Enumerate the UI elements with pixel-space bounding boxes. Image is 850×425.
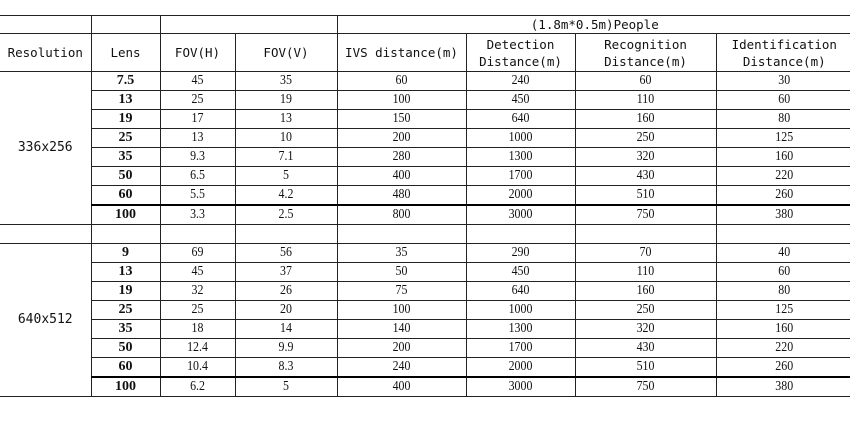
fov-h-cell: 5.5 [166, 186, 230, 206]
ivs-distance-cell: 100 [347, 301, 457, 320]
spacer-cell [716, 225, 850, 244]
identification-distance-cell: 40 [726, 244, 842, 263]
identification-distance-cell: 260 [726, 358, 842, 378]
lens-cell: 60 [91, 186, 160, 206]
ivs-distance-cell: 50 [347, 263, 457, 282]
header-blank-cell [160, 16, 337, 34]
fov-v-cell: 56 [243, 244, 330, 263]
fov-h-cell: 25 [166, 91, 230, 110]
fov-v-cell: 9.9 [243, 339, 330, 358]
section-spacer-row [0, 225, 850, 244]
lens-cell: 100 [91, 205, 160, 225]
fov-v-cell: 8.3 [243, 358, 330, 378]
spacer-cell [575, 225, 716, 244]
lens-cell: 25 [91, 129, 160, 148]
fov-h-cell: 9.3 [166, 148, 230, 167]
col-header-identification-line2: Distance(m) [742, 53, 826, 69]
col-header-detection-line1: Detection [486, 36, 555, 52]
col-header-recognition-line2: Distance(m) [604, 53, 687, 69]
identification-distance-cell: 260 [726, 186, 842, 206]
table-row [0, 263, 850, 282]
detection-distance-cell: 1300 [474, 320, 567, 339]
table-row [0, 72, 850, 91]
table-row [0, 186, 850, 206]
ivs-distance-cell: 140 [347, 320, 457, 339]
fov-h-cell: 6.2 [166, 377, 230, 397]
recognition-distance-cell: 510 [586, 358, 706, 378]
col-header-lens: Lens [91, 34, 160, 72]
detection-distance-cell: 2000 [474, 358, 567, 378]
resolution-cell: 640x512 [0, 244, 91, 397]
fov-v-cell: 26 [243, 282, 330, 301]
detection-distance-cell: 1700 [474, 339, 567, 358]
people-target-group-header: (1.8m*0.5m)People [337, 16, 850, 34]
fov-h-cell: 17 [166, 110, 230, 129]
fov-h-cell: 12.4 [166, 339, 230, 358]
recognition-distance-cell: 430 [586, 167, 706, 186]
identification-distance-cell: 80 [726, 110, 842, 129]
header-blank-cell [0, 16, 91, 34]
fov-v-cell: 2.5 [243, 205, 330, 225]
recognition-distance-cell: 110 [586, 263, 706, 282]
identification-distance-cell: 60 [726, 91, 842, 110]
col-header-recognition-distance [575, 34, 716, 72]
fov-v-cell: 5 [243, 167, 330, 186]
col-header-identification-line1: Identification [731, 36, 837, 52]
recognition-distance-cell: 320 [586, 320, 706, 339]
table-row [0, 301, 850, 320]
detection-distance-cell: 450 [474, 91, 567, 110]
ivs-distance-cell: 35 [347, 244, 457, 263]
table-row [0, 377, 850, 397]
detection-distance-cell: 3000 [474, 377, 567, 397]
resolution-cell: 336x256 [0, 72, 91, 225]
lens-cell: 13 [91, 91, 160, 110]
fov-v-cell: 10 [243, 129, 330, 148]
detection-distance-cell: 1000 [474, 301, 567, 320]
ivs-distance-cell: 400 [347, 377, 457, 397]
ivs-distance-cell: 75 [347, 282, 457, 301]
recognition-distance-cell: 110 [586, 91, 706, 110]
fov-v-cell: 35 [243, 72, 330, 91]
recognition-distance-cell: 160 [586, 110, 706, 129]
fov-v-cell: 13 [243, 110, 330, 129]
ivs-distance-cell: 240 [347, 358, 457, 378]
table-row [0, 110, 850, 129]
lens-cell: 13 [91, 263, 160, 282]
recognition-distance-cell: 320 [586, 148, 706, 167]
col-header-resolution: Resolution [0, 34, 91, 72]
identification-distance-cell: 220 [726, 339, 842, 358]
spacer-cell [235, 225, 337, 244]
col-header-fov-h: FOV(H) [160, 34, 235, 72]
spacer-cell [466, 225, 575, 244]
recognition-distance-cell: 250 [586, 301, 706, 320]
ivs-distance-cell: 200 [347, 129, 457, 148]
ivs-distance-cell: 480 [347, 186, 457, 206]
col-header-detection-distance [466, 34, 575, 72]
col-header-identification-distance [716, 34, 850, 72]
detection-distance-cell: 290 [474, 244, 567, 263]
recognition-distance-cell: 750 [586, 205, 706, 225]
fov-h-cell: 6.5 [166, 167, 230, 186]
fov-h-cell: 25 [166, 301, 230, 320]
identification-distance-cell: 380 [726, 205, 842, 225]
lens-cell: 19 [91, 282, 160, 301]
thermal-camera-spec-table [0, 15, 850, 397]
lens-cell: 35 [91, 148, 160, 167]
col-header-fov-v: FOV(V) [235, 34, 337, 72]
recognition-distance-cell: 250 [586, 129, 706, 148]
table-row [0, 339, 850, 358]
fov-h-cell: 69 [166, 244, 230, 263]
table-row [0, 244, 850, 263]
table-row [0, 358, 850, 378]
spacer-cell [337, 225, 466, 244]
ivs-distance-cell: 400 [347, 167, 457, 186]
fov-v-cell: 14 [243, 320, 330, 339]
lens-cell: 9 [91, 244, 160, 263]
detection-distance-cell: 640 [474, 110, 567, 129]
col-header-detection-line2: Distance(m) [479, 53, 562, 69]
spacer-cell [160, 225, 235, 244]
header-row-group [0, 16, 850, 34]
identification-distance-cell: 125 [726, 301, 842, 320]
ivs-distance-cell: 800 [347, 205, 457, 225]
fov-h-cell: 32 [166, 282, 230, 301]
fov-h-cell: 45 [166, 72, 230, 91]
detection-distance-cell: 1000 [474, 129, 567, 148]
detection-distance-cell: 640 [474, 282, 567, 301]
table-row [0, 320, 850, 339]
lens-cell: 7.5 [91, 72, 160, 91]
identification-distance-cell: 380 [726, 377, 842, 397]
fov-v-cell: 5 [243, 377, 330, 397]
recognition-distance-cell: 70 [586, 244, 706, 263]
detection-distance-cell: 2000 [474, 186, 567, 206]
detection-distance-cell: 240 [474, 72, 567, 91]
table-row [0, 91, 850, 110]
ivs-distance-cell: 100 [347, 91, 457, 110]
lens-cell: 60 [91, 358, 160, 378]
fov-h-cell: 18 [166, 320, 230, 339]
table-row [0, 205, 850, 225]
col-header-ivs-distance: IVS distance(m) [337, 34, 466, 72]
detection-distance-cell: 450 [474, 263, 567, 282]
fov-v-cell: 20 [243, 301, 330, 320]
recognition-distance-cell: 750 [586, 377, 706, 397]
lens-cell: 50 [91, 167, 160, 186]
detection-distance-cell: 3000 [474, 205, 567, 225]
ivs-distance-cell: 280 [347, 148, 457, 167]
detection-distance-cell: 1700 [474, 167, 567, 186]
recognition-distance-cell: 160 [586, 282, 706, 301]
table-row [0, 148, 850, 167]
identification-distance-cell: 80 [726, 282, 842, 301]
recognition-distance-cell: 60 [586, 72, 706, 91]
fov-h-cell: 3.3 [166, 205, 230, 225]
fov-h-cell: 45 [166, 263, 230, 282]
ivs-distance-cell: 150 [347, 110, 457, 129]
identification-distance-cell: 60 [726, 263, 842, 282]
identification-distance-cell: 160 [726, 148, 842, 167]
ivs-distance-cell: 200 [347, 339, 457, 358]
fov-v-cell: 4.2 [243, 186, 330, 206]
table-row [0, 167, 850, 186]
lens-cell: 19 [91, 110, 160, 129]
fov-h-cell: 10.4 [166, 358, 230, 378]
identification-distance-cell: 160 [726, 320, 842, 339]
spacer-cell [0, 225, 91, 244]
fov-h-cell: 13 [166, 129, 230, 148]
ivs-distance-cell: 60 [347, 72, 457, 91]
table-row [0, 129, 850, 148]
col-header-recognition-line1: Recognition [604, 36, 687, 52]
table-row [0, 282, 850, 301]
identification-distance-cell: 125 [726, 129, 842, 148]
identification-distance-cell: 30 [726, 72, 842, 91]
recognition-distance-cell: 510 [586, 186, 706, 206]
detection-distance-cell: 1300 [474, 148, 567, 167]
fov-v-cell: 7.1 [243, 148, 330, 167]
lens-cell: 25 [91, 301, 160, 320]
fov-v-cell: 37 [243, 263, 330, 282]
recognition-distance-cell: 430 [586, 339, 706, 358]
lens-cell: 50 [91, 339, 160, 358]
identification-distance-cell: 220 [726, 167, 842, 186]
lens-cell: 35 [91, 320, 160, 339]
header-row-columns [0, 34, 850, 72]
lens-cell: 100 [91, 377, 160, 397]
spacer-cell [91, 225, 160, 244]
fov-v-cell: 19 [243, 91, 330, 110]
header-blank-cell [91, 16, 160, 34]
